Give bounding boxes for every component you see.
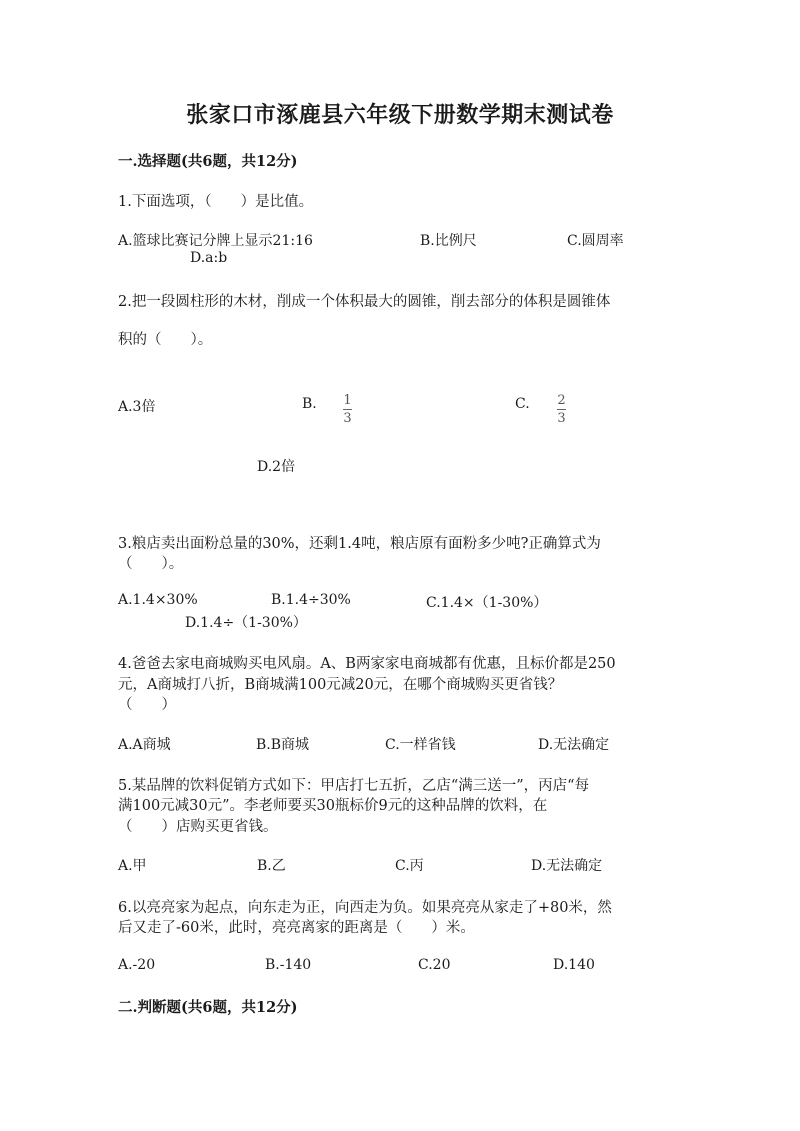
fraction-bar [343,409,352,410]
question-4-option-a: A.A商城 [118,737,171,753]
question-6-stem-line2: 后又走了-60米，此时，亮亮离家的距离是（ ）米。 [118,920,475,936]
question-5-option-c: C.丙 [395,858,424,874]
question-3-stem-line2: （ ）。 [118,556,184,572]
section-heading-choice: 一.选择题(共6题，共12分) [118,153,298,170]
question-4-option-b: B.B商城 [256,737,310,753]
question-1-stem: 1.下面选项，（ ）是比值。 [118,194,314,210]
question-5-stem-line2: 满100元减30元”。李老师要买30瓶标价9元的这种品牌的饮料，在 [118,798,548,814]
question-4-stem-line2: 元，A商城打八折，B商城满100元减20元，在哪个商城购买更省钱？ [118,677,563,693]
question-2-option-d: D.2倍 [257,459,296,475]
question-6-option-d: D.140 [553,957,595,973]
fraction-bar [557,409,566,410]
question-6-option-a: A.-20 [118,957,156,973]
question-2-option-c-fraction [557,389,566,425]
question-2-stem-line1: 2.把一段圆柱形的木材，削成一个体积最大的圆锥，削去部分的体积是圆锥体 [118,294,611,310]
question-1-option-c: C.圆周率 [567,233,624,249]
question-5-option-d: D.无法确定 [531,858,603,874]
question-3-option-a: A.1.4×30% [118,592,198,608]
question-2-option-c-label: C. [515,396,530,412]
fraction-denominator: 3 [343,411,352,426]
question-2-option-b-fraction [343,389,352,425]
question-6-stem-line1: 6.以亮亮家为起点，向东走为正，向西走为负。如果亮亮从家走了+80米，然 [118,900,612,916]
question-3-option-c: C.1.4×（1-30%） [426,595,548,611]
fraction-numerator: 1 [343,393,352,408]
question-2-option-a: A.3倍 [118,399,156,415]
question-4-stem-line1: 4.爸爸去家电商城购买电风扇。A、B两家家电商城都有优惠，且标价都是250 [118,656,616,672]
question-5-option-a: A.甲 [118,858,147,874]
question-2-stem-line2: 积的（ ）。 [118,332,213,348]
question-2-option-b-label: B. [302,396,317,412]
question-5-stem-line1: 5.某品牌的饮料促销方式如下：甲店打七五折，乙店“满三送一”，丙店“每 [118,778,590,794]
question-3-option-d: D.1.4÷（1-30%） [185,615,307,631]
question-6-option-c: C.20 [418,957,451,973]
question-1-option-b: B.比例尺 [420,233,477,249]
question-4-option-c: C.一样省钱 [385,737,456,753]
question-4-option-d: D.无法确定 [538,737,610,753]
question-3-stem-line1: 3.粮店卖出面粉总量的30%，还剩1.4吨，粮店原有面粉多少吨?正确算式为 [118,536,601,552]
question-5-stem-line3: （ ）店购买更省钱。 [118,819,278,835]
question-3-option-b: B.1.4÷30% [271,592,351,608]
section-heading-judgement: 二.判断题(共6题，共12分) [118,999,298,1016]
question-1-option-d: D.a:b [190,250,228,266]
fraction-numerator: 2 [557,393,566,408]
page-title: 张家口市涿鹿县六年级下册数学期末测试卷 [186,102,614,128]
question-5-option-b: B.乙 [257,858,286,874]
question-1-option-a: A.篮球比赛记分牌上显示21:16 [118,233,313,249]
question-4-stem-line3: （ ） [118,697,176,713]
question-6-option-b: B.-140 [265,957,312,973]
fraction-denominator: 3 [557,411,566,426]
